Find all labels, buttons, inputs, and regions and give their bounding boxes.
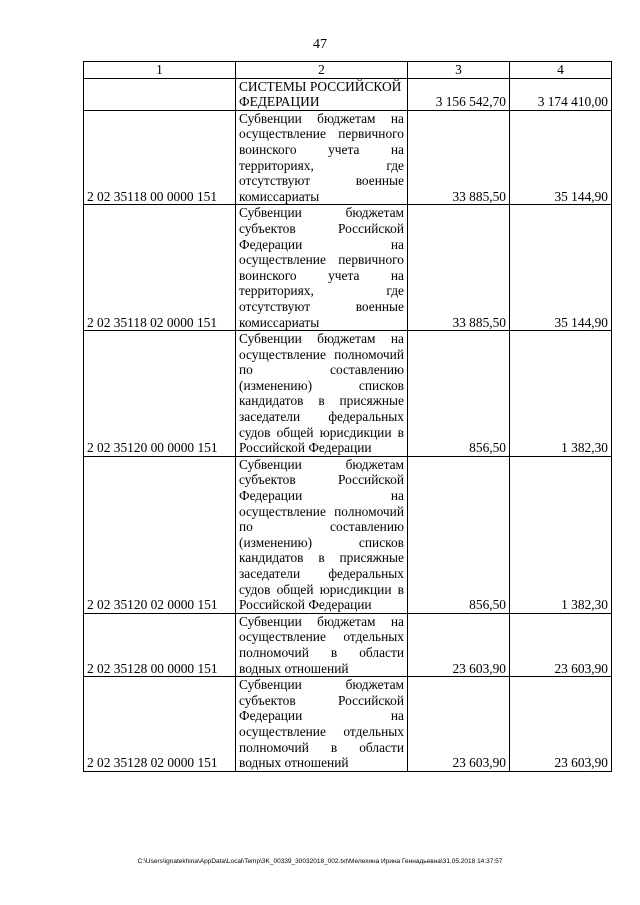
- column-header-value-4: 4: [510, 62, 612, 79]
- row-code: 2 02 35120 02 0000 151: [84, 456, 236, 613]
- table-header-row: [84, 62, 612, 79]
- row-description: Субвенции бюджетам на осуществление первичного воинского учета на территориях, где отсутствуют военные комиссариаты: [236, 110, 408, 205]
- row-value-4: 3 174 410,00: [510, 78, 612, 110]
- row-code: [84, 78, 236, 110]
- row-value-3: 33 885,50: [408, 205, 510, 331]
- table-row: [84, 456, 612, 613]
- table-row: [84, 331, 612, 457]
- row-code: 2 02 35118 02 0000 151: [84, 205, 236, 331]
- row-value-4: 35 144,90: [510, 110, 612, 205]
- row-code: 2 02 35118 00 0000 151: [84, 110, 236, 205]
- table-row: [84, 110, 612, 205]
- row-description: Субвенции бюджетам на осуществление полномочий по составлению (изменению) списков кандидатов в присяжные заседатели федеральных судов общей юрисдикции в Российской Федерации: [236, 331, 408, 457]
- row-description: СИСТЕМЫ РОССИЙСКОЙ ФЕДЕРАЦИИ: [236, 78, 408, 110]
- row-description: Субвенции бюджетам субъектов Российской Федерации на осуществление отдельных полномочий в области водных отношений: [236, 677, 408, 772]
- row-code: 2 02 35128 02 0000 151: [84, 677, 236, 772]
- row-value-3: 856,50: [408, 456, 510, 613]
- column-header-description: 2: [236, 62, 408, 79]
- table-row: [84, 677, 612, 772]
- row-value-3: 23 603,90: [408, 677, 510, 772]
- budget-table: [83, 61, 612, 772]
- row-code: 2 02 35120 00 0000 151: [84, 331, 236, 457]
- table-row: [84, 613, 612, 676]
- row-code: 2 02 35128 00 0000 151: [84, 613, 236, 676]
- row-value-4: 1 382,30: [510, 331, 612, 457]
- row-value-3: 23 603,90: [408, 613, 510, 676]
- row-value-3: 3 156 542,70: [408, 78, 510, 110]
- column-header-value-3: 3: [408, 62, 510, 79]
- table-row: [84, 205, 612, 331]
- row-value-4: 23 603,90: [510, 677, 612, 772]
- row-description: Субвенции бюджетам субъектов Российской Федерации на осуществление полномочий по составлению (изменению) списков кандидатов в присяжные заседатели федеральных судов общей юрисдикции в Российской Федерации: [236, 456, 408, 613]
- row-value-4: 23 603,90: [510, 613, 612, 676]
- column-header-code: 1: [84, 62, 236, 79]
- row-value-4: 1 382,30: [510, 456, 612, 613]
- table-row: [84, 78, 612, 110]
- row-description: Субвенции бюджетам субъектов Российской Федерации на осуществление первичного воинского учета на территориях, где отсутствуют военные комиссариаты: [236, 205, 408, 331]
- row-description: Субвенции бюджетам на осуществление отдельных полномочий в области водных отношений: [236, 613, 408, 676]
- row-value-4: 35 144,90: [510, 205, 612, 331]
- page-number: 47: [313, 37, 327, 52]
- row-value-3: 33 885,50: [408, 110, 510, 205]
- row-value-3: 856,50: [408, 331, 510, 457]
- file-path-footer: C:\Users\ignatekhina\AppData\Local\Temp\3K_00339_30032018_002.txt\Мелехина Ирина Геннадьевна\31.05.2018 14:37:57: [137, 858, 503, 865]
